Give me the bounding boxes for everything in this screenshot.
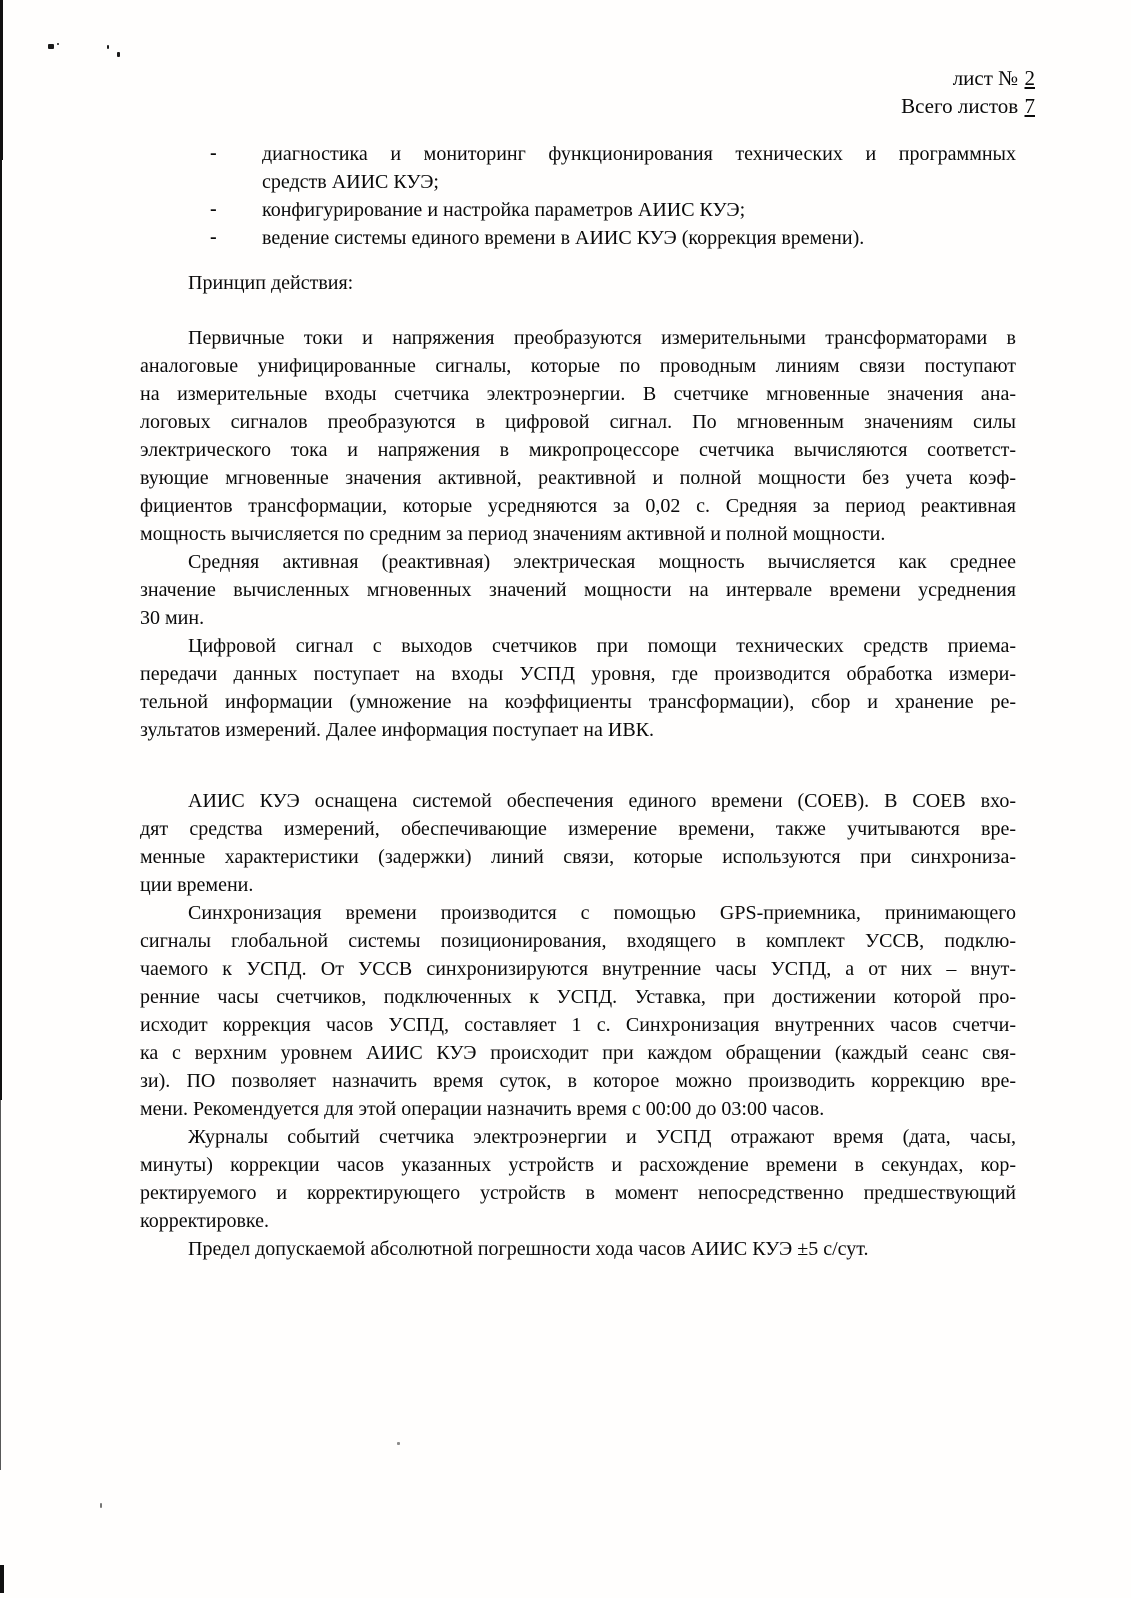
paragraph-line: вующие мгновенные значения активной, реактивной и полной мощности без учета коэф- (140, 467, 1016, 489)
paragraph-line: корректировке. (140, 1210, 270, 1232)
paragraph-line: электрического тока и напряжения в микропроцессоре счетчика вычисляются соответст- (140, 439, 1016, 461)
bullet-line: средств АИИС КУЭ; (262, 171, 439, 193)
paragraph (140, 899, 1016, 1123)
scan-artifact (107, 45, 109, 49)
paragraph-line: мощность вычисляется по средним за период значениям активной и полной мощности. (140, 523, 886, 545)
paragraph-line: минуты) коррекции часов указанных устройств и расхождение времени в секундах, кор- (140, 1154, 1016, 1176)
page-header (901, 64, 1035, 120)
paragraph-line: Цифровой сигнал с выходов счетчиков при помощи технических средств приема- (188, 635, 1016, 657)
scan-artifact (397, 1442, 400, 1445)
bullet-dash-marker: - (210, 198, 217, 220)
paragraph-line: мени. Рекомендуется для этой операции назначить время с 00:00 до 03:00 часов. (140, 1098, 825, 1120)
paragraph-line: передачи данных поступает на входы УСПД уровня, где производится обработка измери- (140, 663, 1016, 685)
paragraph-line: дят средства измерений, обеспечивающие измерение времени, также учитываются вре- (140, 818, 1016, 840)
scan-artifact (57, 43, 59, 45)
paragraph-line: логовых сигналов преобразуются в цифровой сигнал. По мгновенным значениям силы (140, 411, 1016, 433)
bullet-item (140, 140, 1016, 196)
paragraph-line: чаемого к УСПД. От УССВ синхронизируются внутренние часы УСПД, а от них – внут- (140, 958, 1016, 980)
paragraph-line: ка с верхним уровнем АИИС КУЭ происходит при каждом обращении (каждый сеанс свя- (140, 1042, 1016, 1064)
paragraph (140, 548, 1016, 632)
scan-artifact (0, 1100, 1, 1470)
paragraph-line: 30 мин. (140, 607, 205, 629)
paragraph-line: фициентов трансформации, которые усредняются за 0,02 с. Средняя за период реактивная (140, 495, 1016, 517)
total-sheets-number: 7 (1024, 94, 1035, 118)
paragraph-line: ректируемого и корректирующего устройств в момент непосредственно предшествующий (140, 1182, 1016, 1204)
sheet-number: 2 (1024, 66, 1035, 90)
sheet-number-line (901, 64, 1035, 92)
bullet-list (140, 140, 1016, 252)
paragraph (140, 632, 1016, 744)
paragraph (140, 1235, 1016, 1263)
paragraph-line: Первичные токи и напряжения преобразуются измерительными трансформаторами в (188, 327, 1016, 349)
bullet-item (140, 224, 1016, 252)
paragraph (140, 324, 1016, 548)
paragraph (140, 1123, 1016, 1235)
paragraph (140, 787, 1016, 899)
paragraph-line: значение вычисленных мгновенных значений мощности на интервале времени усреднения (140, 579, 1016, 601)
paragraph-line: на измерительные входы счетчика электроэнергии. В счетчике мгновенные значения ана- (140, 383, 1016, 405)
paragraph-line: аналоговые унифицированные сигналы, которые по проводным линиям связи поступают (140, 355, 1016, 377)
scan-artifact (48, 44, 54, 49)
bullet-line: ведение системы единого времени в АИИС КУЭ (коррекция времени). (262, 227, 865, 249)
scan-artifact (117, 52, 120, 57)
paragraph-line: ции времени. (140, 874, 254, 896)
paragraph-line: зультатов измерений. Далее информация поступает на ИВК. (140, 719, 654, 741)
bullet-line: конфигурирование и настройка параметров АИИС КУЭ; (262, 199, 746, 221)
document-paragraphs (140, 324, 1016, 1263)
paragraph-line: менные характеристики (задержки) линий связи, которые используются при синхрониза- (140, 846, 1016, 868)
paragraph-line: Журналы событий счетчика электроэнергии и УСПД отражают время (дата, часы, (188, 1126, 1016, 1148)
total-sheets-line (901, 92, 1035, 120)
scan-artifact (0, 0, 3, 160)
scan-artifact (100, 1503, 102, 1508)
paragraph-line: ренние часы счетчиков, подключенных к УСПД. Уставка, при достижении которой про- (140, 986, 1016, 1008)
total-sheets-label: Всего листов (901, 94, 1019, 118)
paragraph-line: исходит коррекция часов УСПД, составляет 1 с. Синхронизация внутренних часов счетчи- (140, 1014, 1016, 1036)
paragraph-line: АИИС КУЭ оснащена системой обеспечения единого времени (СОЕВ). В СОЕВ вхо- (188, 790, 1016, 812)
bullet-dash-marker: - (210, 226, 217, 248)
scan-artifact (0, 160, 2, 1100)
scan-artifact (0, 1565, 4, 1593)
sheet-label: лист № (952, 66, 1019, 90)
bullet-line: диагностика и мониторинг функционирования технических и программных (262, 143, 1016, 165)
paragraph-line: сигналы глобальной системы позиционирования, входящего в комплект УССВ, подклю- (140, 930, 1016, 952)
bullet-item (140, 196, 1016, 224)
bullet-dash-marker: - (210, 142, 217, 164)
section-heading: Принцип действия: (188, 272, 354, 294)
paragraph-line: тельной информации (умножение на коэффициенты трансформации), сбор и хранение ре- (140, 691, 1016, 713)
paragraph-line: Синхронизация времени производится с помощью GPS-приемника, принимающего (188, 902, 1016, 924)
paragraph-line: Средняя активная (реактивная) электрическая мощность вычисляется как среднее (188, 551, 1016, 573)
paragraph-line: Предел допускаемой абсолютной погрешности хода часов АИИС КУЭ ±5 с/сут. (188, 1238, 869, 1260)
paragraph-line: зи). ПО позволяет назначить время суток, в которое можно производить коррекцию вре- (140, 1070, 1016, 1092)
document-content (140, 140, 1016, 1263)
